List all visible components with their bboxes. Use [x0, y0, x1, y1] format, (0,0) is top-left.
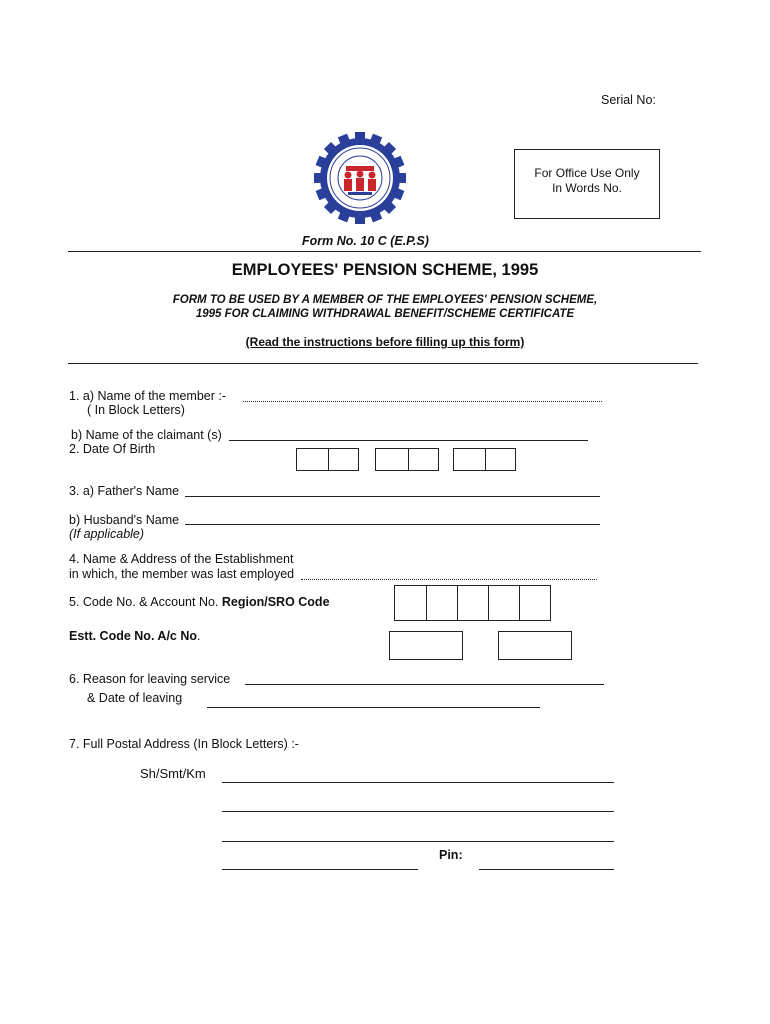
- husband-name-hint: (If applicable): [69, 527, 145, 541]
- section-divider: [68, 363, 698, 364]
- address-line-4[interactable]: [222, 869, 418, 870]
- estt-code-label-suffix: .: [197, 629, 201, 643]
- reason-field[interactable]: [245, 684, 604, 685]
- father-name-label: 3. a) Father's Name: [69, 484, 180, 498]
- estt-code-box[interactable]: [389, 631, 463, 660]
- dob-year-box[interactable]: [453, 448, 516, 471]
- address-line-1[interactable]: [222, 782, 614, 783]
- establishment-label-line2: in which, the member was last employed: [69, 567, 295, 581]
- member-name-hint: ( In Block Letters): [87, 403, 185, 417]
- establishment-label-line1: 4. Name & Address of the Establishment: [69, 552, 294, 566]
- code-label: [69, 595, 330, 609]
- reason-label: 6. Reason for leaving service: [69, 672, 231, 686]
- header-divider: [68, 251, 701, 252]
- office-use-line1: For Office Use Only: [534, 166, 640, 180]
- claimant-name-label: b) Name of the claimant (s): [71, 428, 222, 442]
- region-sro-code-box[interactable]: [394, 585, 551, 621]
- pin-label: Pin:: [439, 848, 463, 862]
- page-title: EMPLOYEES' PENSION SCHEME, 1995: [231, 261, 539, 279]
- office-use-box: [514, 149, 660, 219]
- dob-day-box[interactable]: [296, 448, 359, 471]
- code-label-prefix: 5. Code No. & Account No.: [69, 595, 219, 609]
- establishment-field[interactable]: [301, 579, 597, 580]
- form-number: Form No. 10 C (E.P.S): [302, 234, 429, 248]
- dob-label: 2. Date Of Birth: [69, 442, 156, 456]
- epfo-emblem-icon: [312, 130, 408, 226]
- address-line-3[interactable]: [222, 841, 614, 842]
- pin-field[interactable]: [479, 869, 614, 870]
- address-line-2[interactable]: [222, 811, 614, 812]
- postal-address-label: 7. Full Postal Address (In Block Letters) :-: [69, 737, 299, 751]
- leaving-date-label: & Date of leaving: [87, 691, 183, 705]
- office-use-line2: In Words No.: [552, 181, 622, 195]
- estt-code-label-bold: Estt. Code No. A/c No: [69, 629, 198, 643]
- member-name-label: 1. a) Name of the member :-: [69, 389, 227, 403]
- husband-name-field[interactable]: [185, 524, 600, 525]
- epfo-logo: [312, 130, 408, 226]
- sh-smt-km-label: Sh/Smt/Km: [140, 766, 206, 781]
- husband-name-label: b) Husband's Name: [69, 513, 180, 527]
- subtitle-line2: 1995 FOR CLAIMING WITHDRAWAL BENEFIT/SCHEME CERTIFICATE: [195, 308, 575, 320]
- claimant-name-field[interactable]: [229, 440, 588, 441]
- member-name-field[interactable]: [243, 401, 602, 402]
- dob-month-box[interactable]: [375, 448, 439, 471]
- region-sro-code-label: Region/SRO Code: [221, 595, 330, 609]
- instruction-note: (Read the instructions before filling up this form): [245, 335, 525, 349]
- estt-code-label: [69, 629, 201, 643]
- serial-number-label: Serial No:: [601, 93, 656, 107]
- leaving-date-field[interactable]: [207, 707, 540, 708]
- father-name-field[interactable]: [185, 496, 600, 497]
- subtitle-line1: FORM TO BE USED BY A MEMBER OF THE EMPLOYEES' PENSION SCHEME,: [172, 294, 598, 306]
- account-number-box[interactable]: [498, 631, 572, 660]
